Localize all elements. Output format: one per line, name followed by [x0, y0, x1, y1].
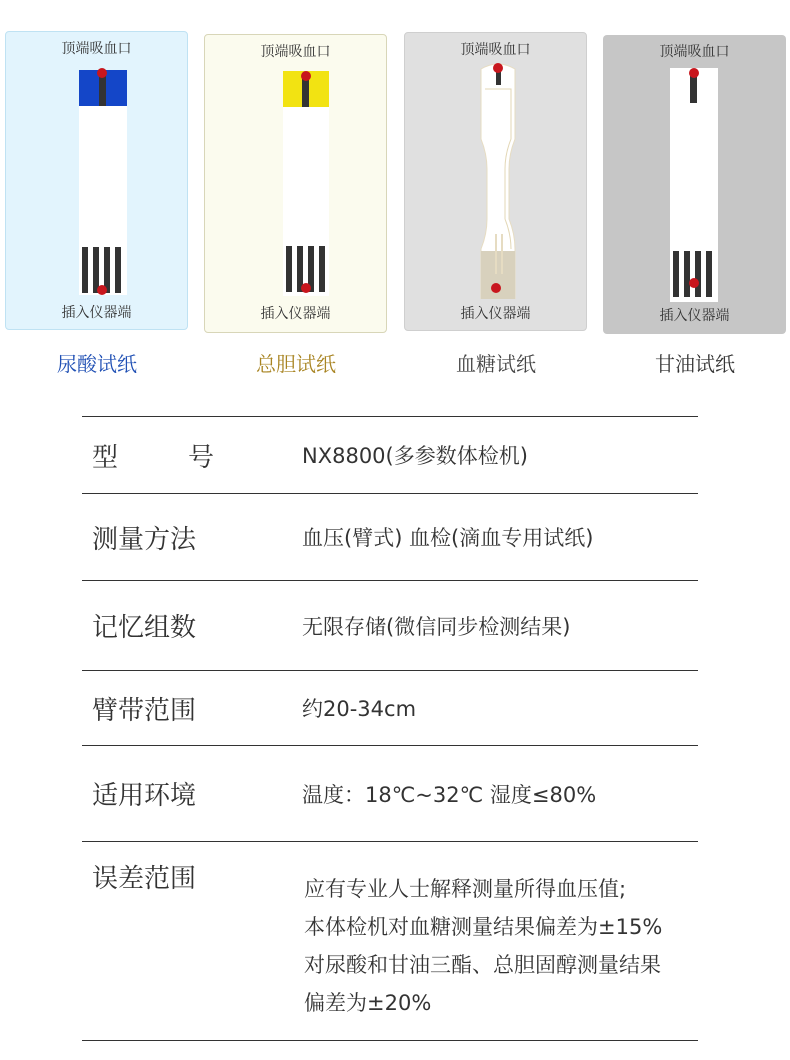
blood-inlet-dot [97, 68, 107, 78]
uric-acid-strip-name: 尿酸试纸 [57, 352, 137, 376]
insert-end-dot [301, 283, 311, 293]
spec-row-method [82, 494, 698, 581]
glucose-strip-card [404, 32, 587, 331]
insert-end-dot [491, 283, 501, 293]
insert-end-dot [689, 278, 699, 288]
error-line: 对尿酸和甘油三酯、总胆固醇测量结果 [304, 953, 661, 977]
spec-key-part1: 型 [92, 442, 119, 473]
blood-inlet-dot [689, 68, 699, 78]
strip-bottom-label: 插入仪器端 [260, 306, 331, 322]
blood-inlet-dot [301, 71, 311, 81]
spec-value: 约20-34cm [302, 671, 698, 746]
strip-channel [99, 76, 106, 106]
spec-value: NX8800(多参数体检机) [302, 417, 698, 494]
strip-bottom-label: 插入仪器端 [61, 305, 132, 321]
strip-bottom-label: 插入仪器端 [460, 306, 531, 322]
cholesterol-strip-card [204, 34, 387, 333]
strip-channel [690, 75, 697, 103]
strip-top-label: 顶端吸血口 [260, 44, 331, 60]
glucose-strip-name: 血糖试纸 [456, 352, 536, 376]
spec-row-cuff [82, 671, 698, 746]
spec-value [302, 842, 698, 1041]
spec-key: 记忆组数 [82, 581, 302, 671]
strip-top-label: 顶端吸血口 [659, 44, 730, 60]
triglyceride-strip-name: 甘油试纸 [655, 352, 735, 376]
strip-bottom-label: 插入仪器端 [659, 308, 730, 324]
glucose-strip-shape [475, 59, 521, 299]
error-line: 偏差为±20% [304, 991, 432, 1015]
spec-row-memory [82, 581, 698, 671]
strip-contacts [673, 251, 712, 297]
cholesterol-strip-name: 总胆试纸 [256, 352, 336, 376]
error-line: 本体检机对血糖测量结果偏差为±15% [304, 915, 663, 939]
spec-row-model [82, 417, 698, 494]
insert-end-dot [97, 285, 107, 295]
spec-key [82, 417, 302, 494]
uric-acid-strip-card [5, 31, 188, 330]
strip-top-label: 顶端吸血口 [460, 42, 531, 58]
spec-value: 血压(臂式) 血检(滴血专用试纸) [302, 494, 698, 581]
strip-channel [302, 79, 309, 107]
spec-key: 测量方法 [82, 494, 302, 581]
strip-top-label: 顶端吸血口 [61, 41, 132, 57]
spec-key: 臂带范围 [82, 671, 302, 746]
spec-key-part2: 号 [188, 442, 215, 473]
spec-key: 适用环境 [82, 746, 302, 842]
spec-table [82, 416, 698, 1041]
triglyceride-strip-card [603, 35, 786, 334]
spec-key [82, 842, 302, 1041]
spec-value: 无限存储(微信同步检测结果) [302, 581, 698, 671]
spec-key-label: 误差范围 [92, 864, 197, 894]
blood-inlet-dot [493, 63, 503, 73]
error-line: 应有专业人士解释测量所得血压值; [304, 877, 627, 901]
spec-value: 温度：18℃~32℃ 湿度≤80% [302, 746, 698, 842]
spec-row-environment [82, 746, 698, 842]
spec-row-error [82, 842, 698, 1041]
